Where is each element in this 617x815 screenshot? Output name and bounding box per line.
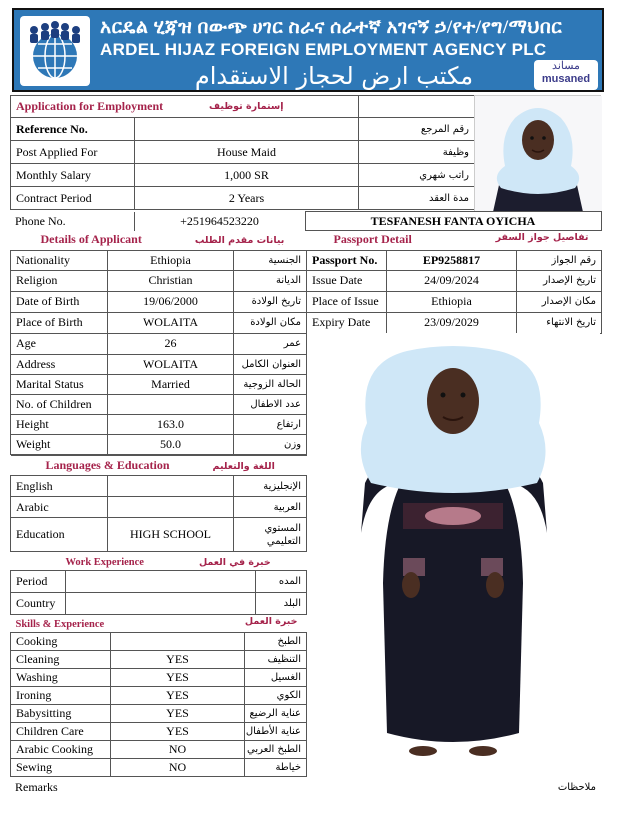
birthplace-value: WOLAITA (108, 312, 234, 333)
weight-label-ar: وزن (234, 434, 307, 454)
skill-row-label: Cleaning (11, 651, 111, 669)
address-label: Address (11, 354, 108, 374)
education-label-ar: المستوي التعليمي (234, 518, 307, 552)
passport-no-label-ar: رقم الجواز (517, 250, 602, 270)
languages-section-header (11, 456, 307, 476)
agency-globe-people-logo (20, 16, 90, 86)
skill-row-value: NO (111, 741, 245, 759)
skill-row-label-ar: الغسيل (245, 669, 307, 687)
arabic-label: Arabic (11, 497, 108, 518)
birthplace-label: Place of Birth (11, 312, 108, 333)
application-title-ar: إستمارة توظيف (135, 96, 359, 118)
contract-label: Contract Period (11, 187, 135, 210)
details-section-header (11, 230, 307, 250)
languages-table (10, 455, 307, 552)
work-title: Work Experience (65, 556, 144, 568)
phone-name-table (10, 211, 602, 231)
phone-label: Phone No. (10, 212, 134, 231)
work-section-header (11, 552, 307, 571)
passport-title: Passport Detail (333, 232, 412, 247)
children-label: No. of Children (11, 394, 108, 414)
remarks-label-ar: ملاحظات (557, 781, 596, 793)
marital-label-ar: الحالة الزوجية (234, 374, 307, 394)
skill-row-label: Washing (11, 669, 111, 687)
country-label: Country (11, 593, 66, 615)
application-table (10, 95, 475, 210)
marital-value: Married (108, 374, 234, 394)
languages-title-ar: اللغة والتعليم (212, 461, 275, 472)
arabic-value (108, 497, 234, 518)
remarks-label: Remarks (15, 779, 58, 794)
skill-row-value: YES (111, 723, 245, 741)
skill-row-label: Ironing (11, 687, 111, 705)
skill-row-label-ar: عناية الأطفال (245, 723, 307, 741)
applicant-name: TESFANESH FANTA OYICHA (305, 212, 601, 231)
dob-label-ar: تاريخ الولادة (234, 291, 307, 312)
skill-row-label-ar: التنظيف (245, 651, 307, 669)
applicant-details-table (10, 230, 307, 455)
skill-row-value (111, 633, 245, 651)
contract-value: 2 Years (135, 187, 359, 210)
expiry-date-label: Expiry Date (307, 312, 387, 333)
period-label: Period (11, 571, 66, 593)
nationality-value: Ethiopia (108, 250, 234, 270)
agency-name-english: ARDEL HIJAZ FOREIGN EMPLOYMENT AGENCY PLC (100, 40, 547, 59)
religion-value: Christian (108, 270, 234, 291)
dob-value: 19/06/2000 (108, 291, 234, 312)
skill-row-label: Sewing (11, 759, 111, 777)
skill-row-label-ar: خياطة (245, 759, 307, 777)
remarks-table (10, 777, 601, 797)
applicant-full-body-photo (307, 333, 600, 780)
reference-label: Reference No. (11, 118, 135, 141)
languages-title: Languages & Education (45, 458, 170, 472)
applicant-portrait-photo (474, 95, 601, 211)
weight-label: Weight (11, 434, 108, 454)
issue-place-value: Ethiopia (387, 291, 517, 312)
skill-row-label-ar: الطبخ (245, 633, 307, 651)
work-title-ar: خبرة في العمل (198, 556, 271, 568)
age-label: Age (11, 333, 108, 354)
country-label-ar: البلد (256, 593, 307, 615)
age-value: 26 (108, 333, 234, 354)
passport-no-value: EP9258817 (387, 250, 517, 270)
address-label-ar: العنوان الكامل (234, 354, 307, 374)
skill-row-label-ar: عناية الرضيع (245, 705, 307, 723)
children-value (108, 394, 234, 414)
musaned-logo (534, 60, 598, 90)
english-value (108, 476, 234, 497)
passport-no-label: Passport No. (307, 250, 387, 270)
weight-value: 50.0 (108, 434, 234, 454)
reference-label-ar: رقم المرجع (359, 118, 475, 141)
issue-date-value: 24/09/2024 (387, 270, 517, 291)
skill-row-label: Cooking (11, 633, 111, 651)
passport-section-header (307, 230, 602, 250)
post-label-ar: وظيفة (359, 141, 475, 164)
application-title-spacer (359, 96, 475, 118)
country-value (66, 593, 256, 615)
skill-row-label-ar: الكوي (245, 687, 307, 705)
birthplace-label-ar: مكان الولادة (234, 312, 307, 333)
marital-label: Marital Status (11, 374, 108, 394)
details-title: Details of Applicant (40, 232, 142, 247)
skill-row-value: YES (111, 687, 245, 705)
address-value: WOLAITA (108, 354, 234, 374)
issue-date-label-ar: تاريخ الإصدار (517, 270, 602, 291)
education-label: Education (11, 518, 108, 552)
salary-label: Monthly Salary (11, 164, 135, 187)
skill-row-value: YES (111, 705, 245, 723)
application-title: Application for Employment (11, 96, 135, 118)
skill-row-value: YES (111, 669, 245, 687)
skill-row-label: Arabic Cooking (11, 741, 111, 759)
phone-value: +251964523220 (134, 212, 305, 231)
agency-name-amharic: አርዴል ሂጃዝ በውጭ ሀገር ስራና ሰራተኛ አገናኝ ኃ/የተ/የግ/ማህበር (100, 17, 563, 38)
english-label-ar: الإنجليزية (234, 476, 307, 497)
skills-title: Skills & Experience (15, 619, 105, 630)
period-value (66, 571, 256, 593)
age-label-ar: عمر (234, 333, 307, 354)
religion-label-ar: الديانة (234, 270, 307, 291)
expiry-date-value: 23/09/2029 (387, 312, 517, 333)
contract-label-ar: مدة العقد (359, 187, 475, 210)
religion-label: Religion (11, 270, 108, 291)
passport-table (306, 230, 602, 334)
skill-row-value: YES (111, 651, 245, 669)
details-title-ar: بيانات مقدم الطلب (194, 235, 285, 247)
agency-name-arabic: مكتب ارض لحجاز الاستقدام (194, 62, 474, 90)
post-label: Post Applied For (11, 141, 135, 164)
children-label-ar: عدد الاطفال (234, 394, 307, 414)
work-experience-table (10, 551, 307, 615)
skill-row-label-ar: الطبخ العربي (245, 741, 307, 759)
salary-value: 1,000 SR (135, 164, 359, 187)
issue-date-label: Issue Date (307, 270, 387, 291)
education-value: HIGH SCHOOL (108, 518, 234, 552)
skills-title-ar: خبرة العمل (244, 616, 298, 627)
issue-place-label: Place of Issue (307, 291, 387, 312)
skills-section-header (11, 615, 307, 633)
passport-title-ar: تفاصيل جواز السفر (495, 232, 589, 244)
nationality-label: Nationality (11, 250, 108, 270)
height-label: Height (11, 414, 108, 434)
dob-label: Date of Birth (11, 291, 108, 312)
musaned-logo-arabic: مساند (552, 60, 580, 72)
skill-row-label: Babysitting (11, 705, 111, 723)
agency-header-banner (12, 8, 604, 92)
arabic-label-ar: العربية (234, 497, 307, 518)
skill-row-label: Children Care (11, 723, 111, 741)
expiry-date-label-ar: تاريخ الانتهاء (517, 312, 602, 333)
height-value: 163.0 (108, 414, 234, 434)
skill-row-value: NO (111, 759, 245, 777)
english-label: English (11, 476, 108, 497)
nationality-label-ar: الجنسية (234, 250, 307, 270)
issue-place-label-ar: مكان الإصدار (517, 291, 602, 312)
salary-label-ar: راتب شهري (359, 164, 475, 187)
skills-table (10, 614, 307, 777)
musaned-logo-english: musaned (541, 73, 591, 85)
post-value: House Maid (135, 141, 359, 164)
height-label-ar: ارتفاع (234, 414, 307, 434)
period-label-ar: المده (256, 571, 307, 593)
reference-value (135, 118, 359, 141)
